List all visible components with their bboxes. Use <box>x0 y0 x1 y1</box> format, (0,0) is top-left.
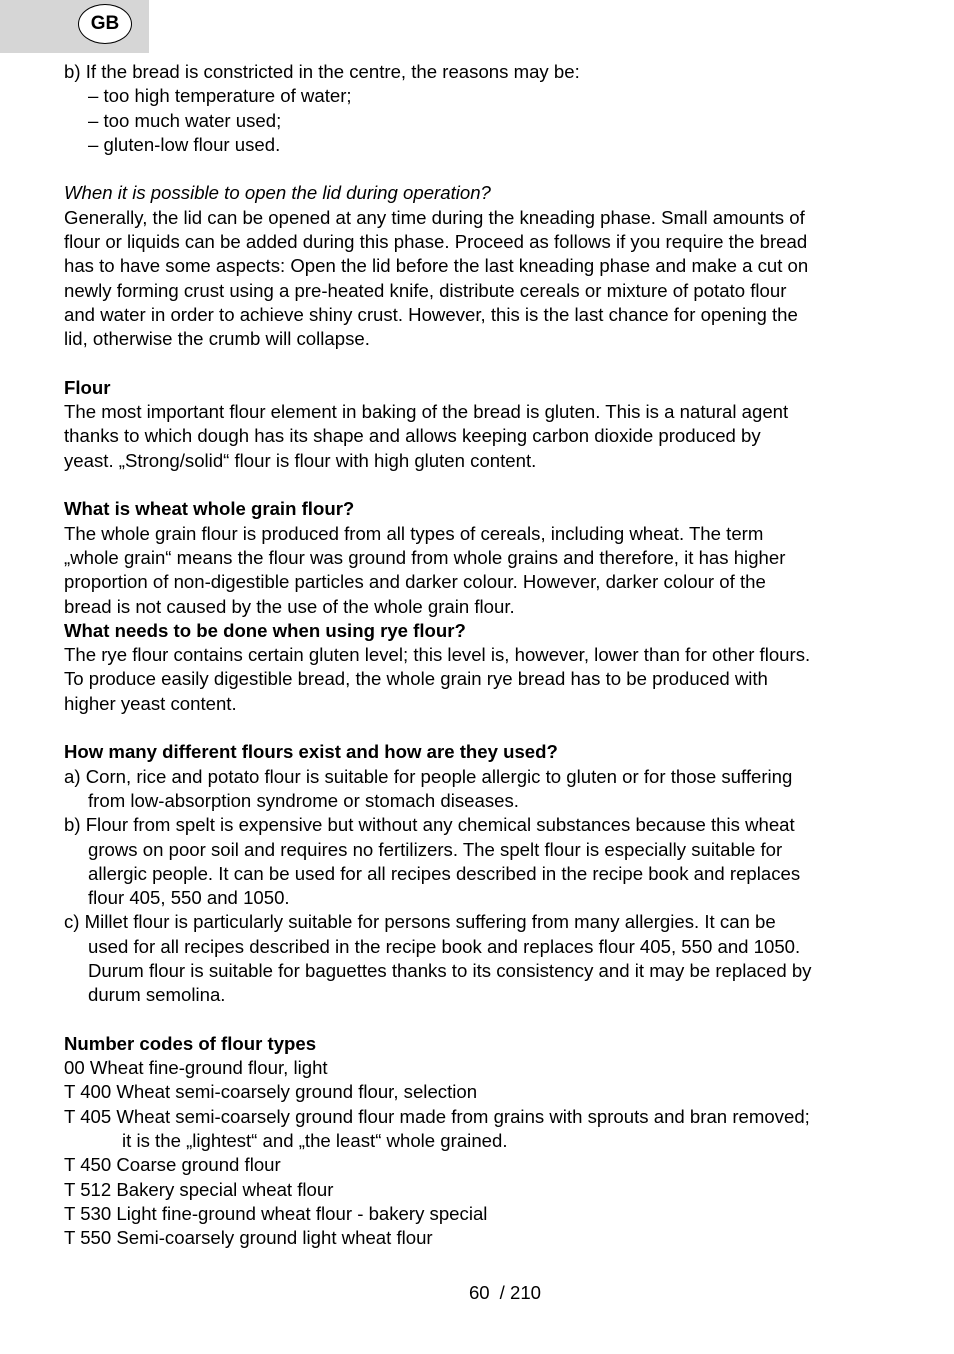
rye-text-line: higher yeast content. <box>64 692 237 714</box>
code-item: 00 Wheat fine-ground flour, light <box>64 1057 328 1079</box>
code-item: T 550 Semi-coarsely ground light wheat flour <box>64 1227 433 1249</box>
whole-grain-text-line: „whole grain“ means the flour was ground from whole grains and therefore, it has higher <box>64 546 786 568</box>
code-item: T 530 Light fine-ground wheat flour - bakery special <box>64 1202 488 1224</box>
flour-type-c-line: durum semolina. <box>88 984 226 1006</box>
bread-reason-item: – too high temperature of water; <box>88 85 352 107</box>
flour-text-line: yeast. „Strong/solid“ flour is flour with high gluten content. <box>64 449 537 471</box>
lid-text-line: flour or liquids can be added during this phase. Proceed as follows if you require the bread <box>64 231 808 253</box>
bread-reason-item: – too much water used; <box>88 109 282 131</box>
lid-question: When it is possible to open the lid during operation? <box>64 182 491 204</box>
language-tab <box>0 0 149 53</box>
rye-heading: What needs to be done when using rye flour? <box>64 619 466 641</box>
flour-type-a-line: from low-absorption syndrome or stomach diseases. <box>88 789 519 811</box>
code-item-continuation: it is the „lightest“ and „the least“ whole grained. <box>122 1130 508 1152</box>
page-number: 60 <box>468 1282 490 1303</box>
flour-text-line: thanks to which dough has its shape and allows keeping carbon dioxide produced by <box>64 425 761 447</box>
whole-grain-text-line: The whole grain flour is produced from all types of cereals, including wheat. The term <box>64 522 764 544</box>
code-item: T 450 Coarse ground flour <box>64 1154 281 1176</box>
whole-grain-heading: What is wheat whole grain flour? <box>64 498 355 520</box>
flour-heading: Flour <box>64 376 111 398</box>
flour-text-line: The most important flour element in baking of the bread is gluten. This is a natural agent <box>64 401 789 423</box>
codes-heading: Number codes of flour types <box>64 1032 317 1054</box>
flour-type-b-line: grows on poor soil and requires no fertilizers. The spelt flour is especially suitable for <box>88 838 783 860</box>
flour-type-b-line: allergic people. It can be used for all recipes described in the recipe book and replaces <box>88 862 801 884</box>
rye-text-line: The rye flour contains certain gluten level; this level is, however, lower than for other flours. <box>64 644 811 666</box>
lid-text-line: Generally, the lid can be opened at any time during the kneading phase. Small amounts of <box>64 206 805 228</box>
flour-type-c-line: c) Millet flour is particularly suitable for persons suffering from many allergies. It can be <box>64 911 776 933</box>
lid-text-line: has to have some aspects: Open the lid before the last kneading phase and make a cut on <box>64 255 809 277</box>
lid-text-line: newly forming crust using a pre-heated knife, distribute cereals or mixture of potato flour <box>64 279 787 301</box>
lid-text-line: lid, otherwise the crumb will collapse. <box>64 328 370 350</box>
bread-reason-item: – gluten-low flour used. <box>88 133 281 155</box>
flour-type-b-line: b) Flour from spelt is expensive but without any chemical substances because this wheat <box>64 814 795 836</box>
code-item: T 512 Bakery special wheat flour <box>64 1178 334 1200</box>
flour-type-b-line: flour 405, 550 and 1050. <box>88 887 290 909</box>
lid-text-line: and water in order to achieve shiny crust. However, this is the last chance for opening the <box>64 303 798 325</box>
different-flours-heading: How many different flours exist and how are they used? <box>64 741 558 763</box>
page-content <box>64 60 894 1251</box>
whole-grain-text-line: bread is not caused by the use of the whole grain flour. <box>64 595 515 617</box>
rye-text-line: To produce easily digestible bread, the whole grain rye bread has to be produced with <box>64 668 768 690</box>
flour-type-c-line: Durum flour is suitable for baguettes thanks to its consistency and it may be replaced by <box>88 959 812 981</box>
language-badge: GB <box>78 4 132 44</box>
flour-type-c-line: used for all recipes described in the recipe book and replaces flour 405, 550 and 1050. <box>88 935 801 957</box>
page-total: / 210 <box>499 1282 542 1303</box>
flour-type-a-line: a) Corn, rice and potato flour is suitable for people allergic to gluten or for those suffering <box>64 765 793 787</box>
code-item: T 405 Wheat semi-coarsely ground flour made from grains with sprouts and bran removed; <box>64 1105 810 1127</box>
page-footer <box>0 1282 954 1304</box>
whole-grain-text-line: proportion of non-digestible particles and darker colour. However, darker colour of the <box>64 571 766 593</box>
bread-reasons-intro: b) If the bread is constricted in the centre, the reasons may be: <box>64 61 580 82</box>
code-item: T 400 Wheat semi-coarsely ground flour, selection <box>64 1081 478 1103</box>
